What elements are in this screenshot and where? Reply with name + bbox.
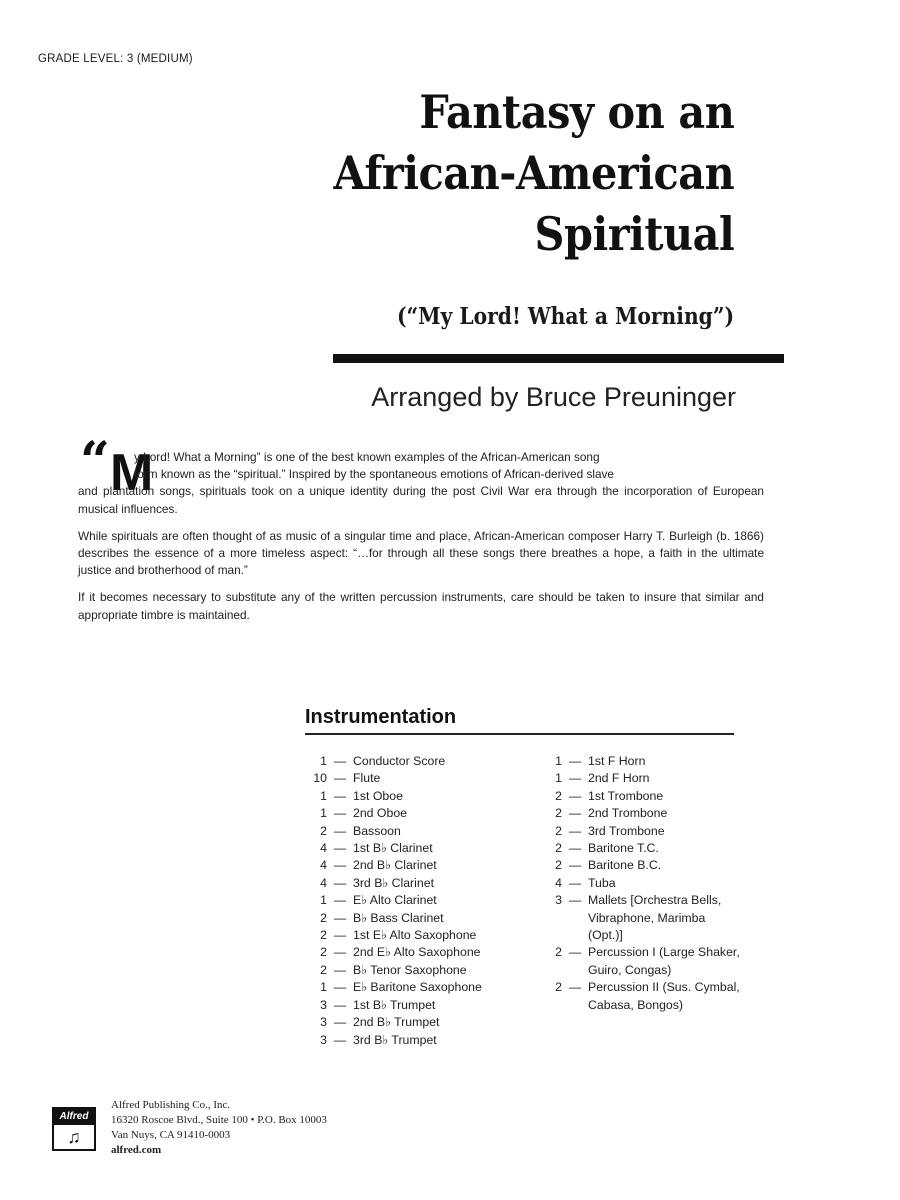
instrument-row xyxy=(540,770,788,787)
instrument-dash: — xyxy=(568,858,582,873)
instrument-name: Baritone B.C. xyxy=(588,858,662,873)
instrument-dash: — xyxy=(333,754,347,768)
instrument-dash: — xyxy=(568,754,582,768)
arranger-credit: Arranged by Bruce Preuninger xyxy=(371,382,736,412)
instrument-qty: 4 xyxy=(555,875,562,890)
instrument-qty: 1 xyxy=(320,806,327,821)
instrument-row xyxy=(540,840,788,857)
instrument-row xyxy=(305,875,553,892)
instrument-dash: — xyxy=(333,841,347,856)
instrument-row xyxy=(305,892,553,909)
instrument-dash: — xyxy=(333,1032,347,1047)
notes-line: y Lord! What a Morning” is one of the best known examples of the African-American song xyxy=(134,450,600,464)
instrument-row xyxy=(305,857,553,874)
instrument-qty: 3 xyxy=(320,1015,327,1030)
instrument-qty: 3 xyxy=(320,997,327,1012)
instrument-dash: — xyxy=(333,893,347,908)
instrument-qty: 1 xyxy=(320,788,327,803)
instrument-qty: 1 xyxy=(320,980,327,995)
instrument-dash: — xyxy=(333,771,347,786)
instrument-row xyxy=(305,944,553,961)
notes-line: and plantation songs, spirituals took on a unique identity during the post Civil War era through the incorporation of European musical influences. xyxy=(78,484,764,516)
instrument-dash: — xyxy=(333,858,347,873)
publisher-address: 16320 Roscoe Blvd., Suite 100 • P.O. Box 10003 xyxy=(111,1114,327,1126)
program-notes xyxy=(78,444,764,634)
instrument-dash: — xyxy=(568,945,582,960)
instrument-dash: — xyxy=(333,997,347,1012)
instrument-qty: 2 xyxy=(555,980,562,995)
instrument-name: 1st B♭ Clarinet xyxy=(353,841,433,856)
instrument-row xyxy=(305,927,553,944)
instrument-qty: 4 xyxy=(320,858,327,873)
instrument-row xyxy=(305,770,553,787)
notes-paragraph-3: If it becomes necessary to substitute any of the written percussion instruments, care should be taken to insure that similar and appropriate timbre is maintained. xyxy=(78,590,764,622)
alfred-logo xyxy=(52,1107,96,1151)
instrument-dash: — xyxy=(333,806,347,821)
instrument-name: 2nd Oboe xyxy=(353,806,408,821)
instrumentation-divider xyxy=(305,733,734,735)
publisher-info xyxy=(111,1098,327,1158)
instrument-row xyxy=(305,805,553,822)
instrument-qty: 4 xyxy=(320,875,327,890)
instrument-name: 1st B♭ Trumpet xyxy=(353,997,436,1012)
instrument-name: 3rd B♭ Clarinet xyxy=(353,875,434,890)
instrument-name: Percussion II (Sus. Cymbal, Cabasa, Bongos) xyxy=(588,980,740,1012)
instrument-name: E♭ Baritone Saxophone xyxy=(353,980,482,995)
instrument-qty: 1 xyxy=(320,754,327,768)
instrument-dash: — xyxy=(333,875,347,890)
instrument-row xyxy=(540,979,788,1014)
subtitle: (“My Lord! What a Morning”) xyxy=(396,303,734,330)
instrument-row xyxy=(305,910,553,927)
instrument-qty: 2 xyxy=(555,823,562,838)
publisher-city: Van Nuys, CA 91410-0003 xyxy=(111,1129,231,1141)
instrument-name: 3rd B♭ Trumpet xyxy=(353,1032,437,1047)
instrument-dash: — xyxy=(333,945,347,960)
instrument-name: 3rd Trombone xyxy=(588,823,665,838)
logo-wordmark: Alfred xyxy=(54,1109,94,1125)
instrument-qty: 2 xyxy=(555,788,562,803)
title-line-2: African-American xyxy=(333,146,734,200)
music-notes-icon: ♫ xyxy=(67,1126,81,1147)
instrument-name: 1st F Horn xyxy=(588,754,646,768)
instrument-name: 2nd Trombone xyxy=(588,806,668,821)
instrument-name: 2nd E♭ Alto Saxophone xyxy=(353,945,481,960)
instrument-name: B♭ Tenor Saxophone xyxy=(353,962,467,977)
instrument-row xyxy=(540,944,788,979)
instrument-row xyxy=(305,1014,553,1031)
instrument-dash: — xyxy=(333,788,347,803)
instrument-qty: 1 xyxy=(320,893,327,908)
instrument-dash: — xyxy=(333,1015,347,1030)
instrumentation-heading: Instrumentation xyxy=(305,706,457,728)
instrument-name: Bassoon xyxy=(353,823,401,838)
instrument-dash: — xyxy=(333,962,347,977)
instrument-dash: — xyxy=(568,875,582,890)
instrument-qty: 2 xyxy=(320,910,327,925)
instrument-dash: — xyxy=(333,980,347,995)
instrument-dash: — xyxy=(568,823,582,838)
instrument-row xyxy=(305,979,553,996)
notes-line: form known as the “spiritual.” Inspired by the spontaneous emotions of African-derived slave xyxy=(134,467,614,482)
instrument-qty: 2 xyxy=(555,806,562,821)
instrument-name: 2nd B♭ Trumpet xyxy=(353,1015,440,1030)
instrument-qty: 4 xyxy=(320,841,327,856)
instrument-qty: 2 xyxy=(320,823,327,838)
instrument-qty: 1 xyxy=(555,771,562,786)
instrument-dash: — xyxy=(568,788,582,803)
instrument-qty: 2 xyxy=(320,928,327,943)
instrument-qty: 3 xyxy=(555,893,562,908)
instrument-row xyxy=(540,788,788,805)
instrument-row xyxy=(540,823,788,840)
instrument-row xyxy=(305,840,553,857)
instrument-qty: 2 xyxy=(555,841,562,856)
instrument-row xyxy=(305,788,553,805)
grade-level: GRADE LEVEL: 3 (MEDIUM) xyxy=(38,53,193,65)
instrument-dash: — xyxy=(568,841,582,856)
instrument-name: 2nd B♭ Clarinet xyxy=(353,858,437,873)
drop-cap: M xyxy=(110,444,154,502)
instrument-qty: 2 xyxy=(555,858,562,873)
title-line-1: Fantasy on an xyxy=(419,85,734,139)
instrument-row xyxy=(540,892,788,944)
instrument-row xyxy=(540,753,788,770)
instrument-row xyxy=(540,875,788,892)
instrument-qty: 1 xyxy=(555,754,562,768)
page-title xyxy=(289,82,734,265)
publisher-url: alfred.com xyxy=(111,1144,162,1156)
quote-mark: “ xyxy=(80,431,110,492)
instrument-row xyxy=(540,805,788,822)
instrument-name: 2nd F Horn xyxy=(588,771,650,786)
instrument-name: Percussion I (Large Shaker, Guiro, Congas) xyxy=(588,945,740,977)
instrument-name: B♭ Bass Clarinet xyxy=(353,910,444,925)
instrument-row xyxy=(305,753,553,770)
instrument-qty: 10 xyxy=(313,771,327,786)
instrument-row xyxy=(305,997,553,1014)
instrument-name: 1st Oboe xyxy=(353,788,403,803)
instrument-row xyxy=(305,823,553,840)
notes-paragraph-1 xyxy=(78,444,764,518)
publisher-name: Alfred Publishing Co., Inc. xyxy=(111,1099,231,1111)
instrument-dash: — xyxy=(333,910,347,925)
instrument-name: 1st Trombone xyxy=(588,788,664,803)
title-line-3: Spiritual xyxy=(534,207,734,261)
instrument-row xyxy=(305,1032,553,1049)
instrument-row xyxy=(540,857,788,874)
instrument-name: Flute xyxy=(353,771,381,786)
instrument-dash: — xyxy=(333,823,347,838)
instrument-dash: — xyxy=(568,980,582,995)
instrument-dash: — xyxy=(568,771,582,786)
instrument-list-right xyxy=(540,753,788,1014)
title-divider xyxy=(333,354,784,363)
instrument-name: Conductor Score xyxy=(353,754,446,768)
instrument-row xyxy=(305,962,553,979)
instrument-dash: — xyxy=(568,806,582,821)
instrument-list-left xyxy=(305,753,553,1049)
instrument-name: Tuba xyxy=(588,875,616,890)
instrument-dash: — xyxy=(333,928,347,943)
instrument-name: 1st E♭ Alto Saxophone xyxy=(353,928,477,943)
instrument-qty: 2 xyxy=(320,945,327,960)
instrument-qty: 2 xyxy=(555,945,562,960)
instrument-name: E♭ Alto Clarinet xyxy=(353,893,437,908)
instrument-dash: — xyxy=(568,893,582,908)
instrument-qty: 3 xyxy=(320,1032,327,1047)
instrument-name: Baritone T.C. xyxy=(588,841,659,856)
notes-paragraph-2: While spirituals are often thought of as music of a singular time and place, African-American composer Harry T. Burleigh (b. 1866) describes the essence of a more timeless aspect: “…for through all these songs there breathes a hope, a faith in the ultimate justice and brotherhood of man.” xyxy=(78,528,764,578)
instrument-name: Mallets [Orchestra Bells, Vibraphone, Marimba (Opt.)] xyxy=(588,893,722,943)
instrument-qty: 2 xyxy=(320,962,327,977)
